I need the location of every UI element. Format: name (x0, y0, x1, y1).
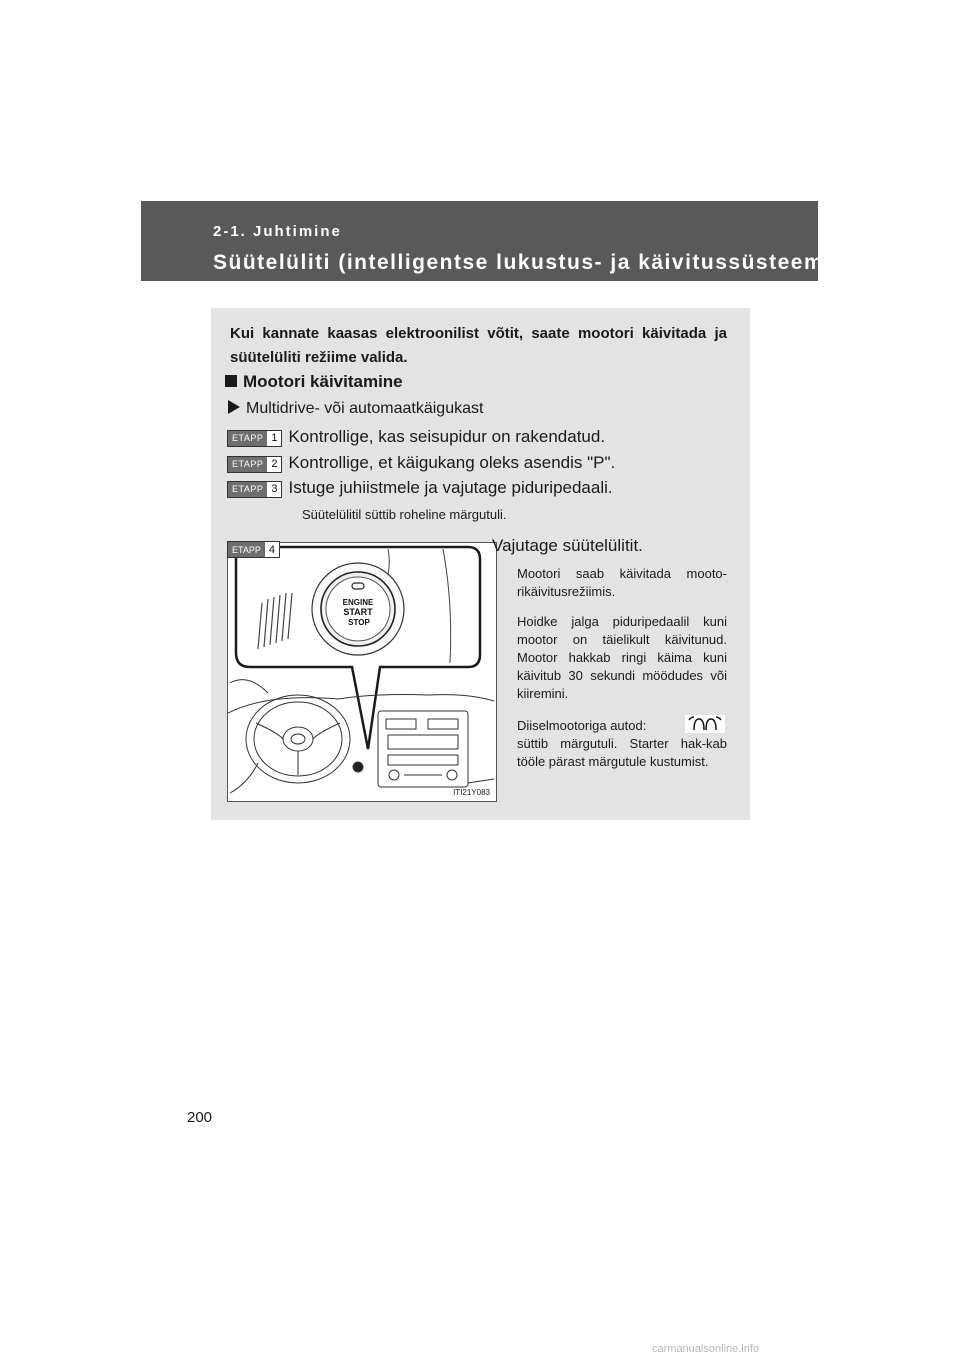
step-4-note-1: Mootori saab käivitada mooto-rikäivitusrežiimis. (517, 566, 727, 599)
section-heading-text: Mootori käivitamine (243, 372, 403, 391)
section-heading (225, 372, 403, 392)
step-4-text: Vajutage süütelülitit. (492, 536, 643, 555)
step-1 (227, 427, 605, 447)
dashboard-illustration (227, 542, 497, 802)
step-3 (227, 478, 613, 498)
step-4-note-2: Hoidke jalga piduripedaalil kuni mootor on täielikult käivitunud. Mootor hakkab ringi käima kuni käivitub 30 sekundi möödudes või kiiremini. (517, 614, 727, 701)
step-text: Istuge juhiistmele ja vajutage piduripedaali. (288, 478, 613, 497)
illustration-code: ITI21Y083 (453, 788, 490, 797)
chapter-header (141, 201, 868, 281)
subheading-text: Multidrive- või automaatkäigukast (246, 400, 484, 417)
step-badge: ETAPP 1 (227, 430, 282, 447)
triangle-bullet-icon (228, 400, 240, 414)
step-text: Kontrollige, et käigukang oleks asendis "P". (288, 453, 616, 472)
step-text: Kontrollige, kas seisupidur on rakendatud. (288, 427, 606, 446)
step-badge: ETAPP 3 (227, 481, 282, 498)
step-4-badge: ETAPP 4 (227, 541, 280, 558)
step-badge: ETAPP 2 (227, 456, 282, 473)
diesel-label: Diiselmootoriga autod: (517, 718, 647, 733)
content-panel (211, 308, 750, 820)
button-label-stop: STOP (348, 618, 370, 627)
transmission-subheading (228, 400, 483, 418)
square-bullet-icon (225, 375, 237, 387)
step-4-note-3 (517, 717, 727, 735)
button-label-engine: ENGINE (342, 598, 374, 607)
intro-text: Kui kannate kaasas elektroonilist võtit, saate mootori käivitada ja süütelüliti režiime valida. (230, 325, 727, 366)
step-2 (227, 453, 615, 473)
step-4-note-4: süttib märgutuli. Starter hak-kab tööle pärast märgutule kustumist. (517, 736, 727, 769)
button-label-start: START (343, 607, 373, 617)
glow-plug-indicator-icon (685, 715, 725, 733)
watermark: carmanualsonline.info (652, 1343, 760, 1355)
step-3-note: Süütelülitil süttib roheline märgutuli. (302, 507, 507, 522)
page-number: 200 (187, 1109, 213, 1126)
section-label: 2-1. Juhtimine (213, 223, 342, 240)
page-title: Süütelüliti (intelligentse lukustus- ja käivitussüsteemiga) (213, 251, 868, 274)
